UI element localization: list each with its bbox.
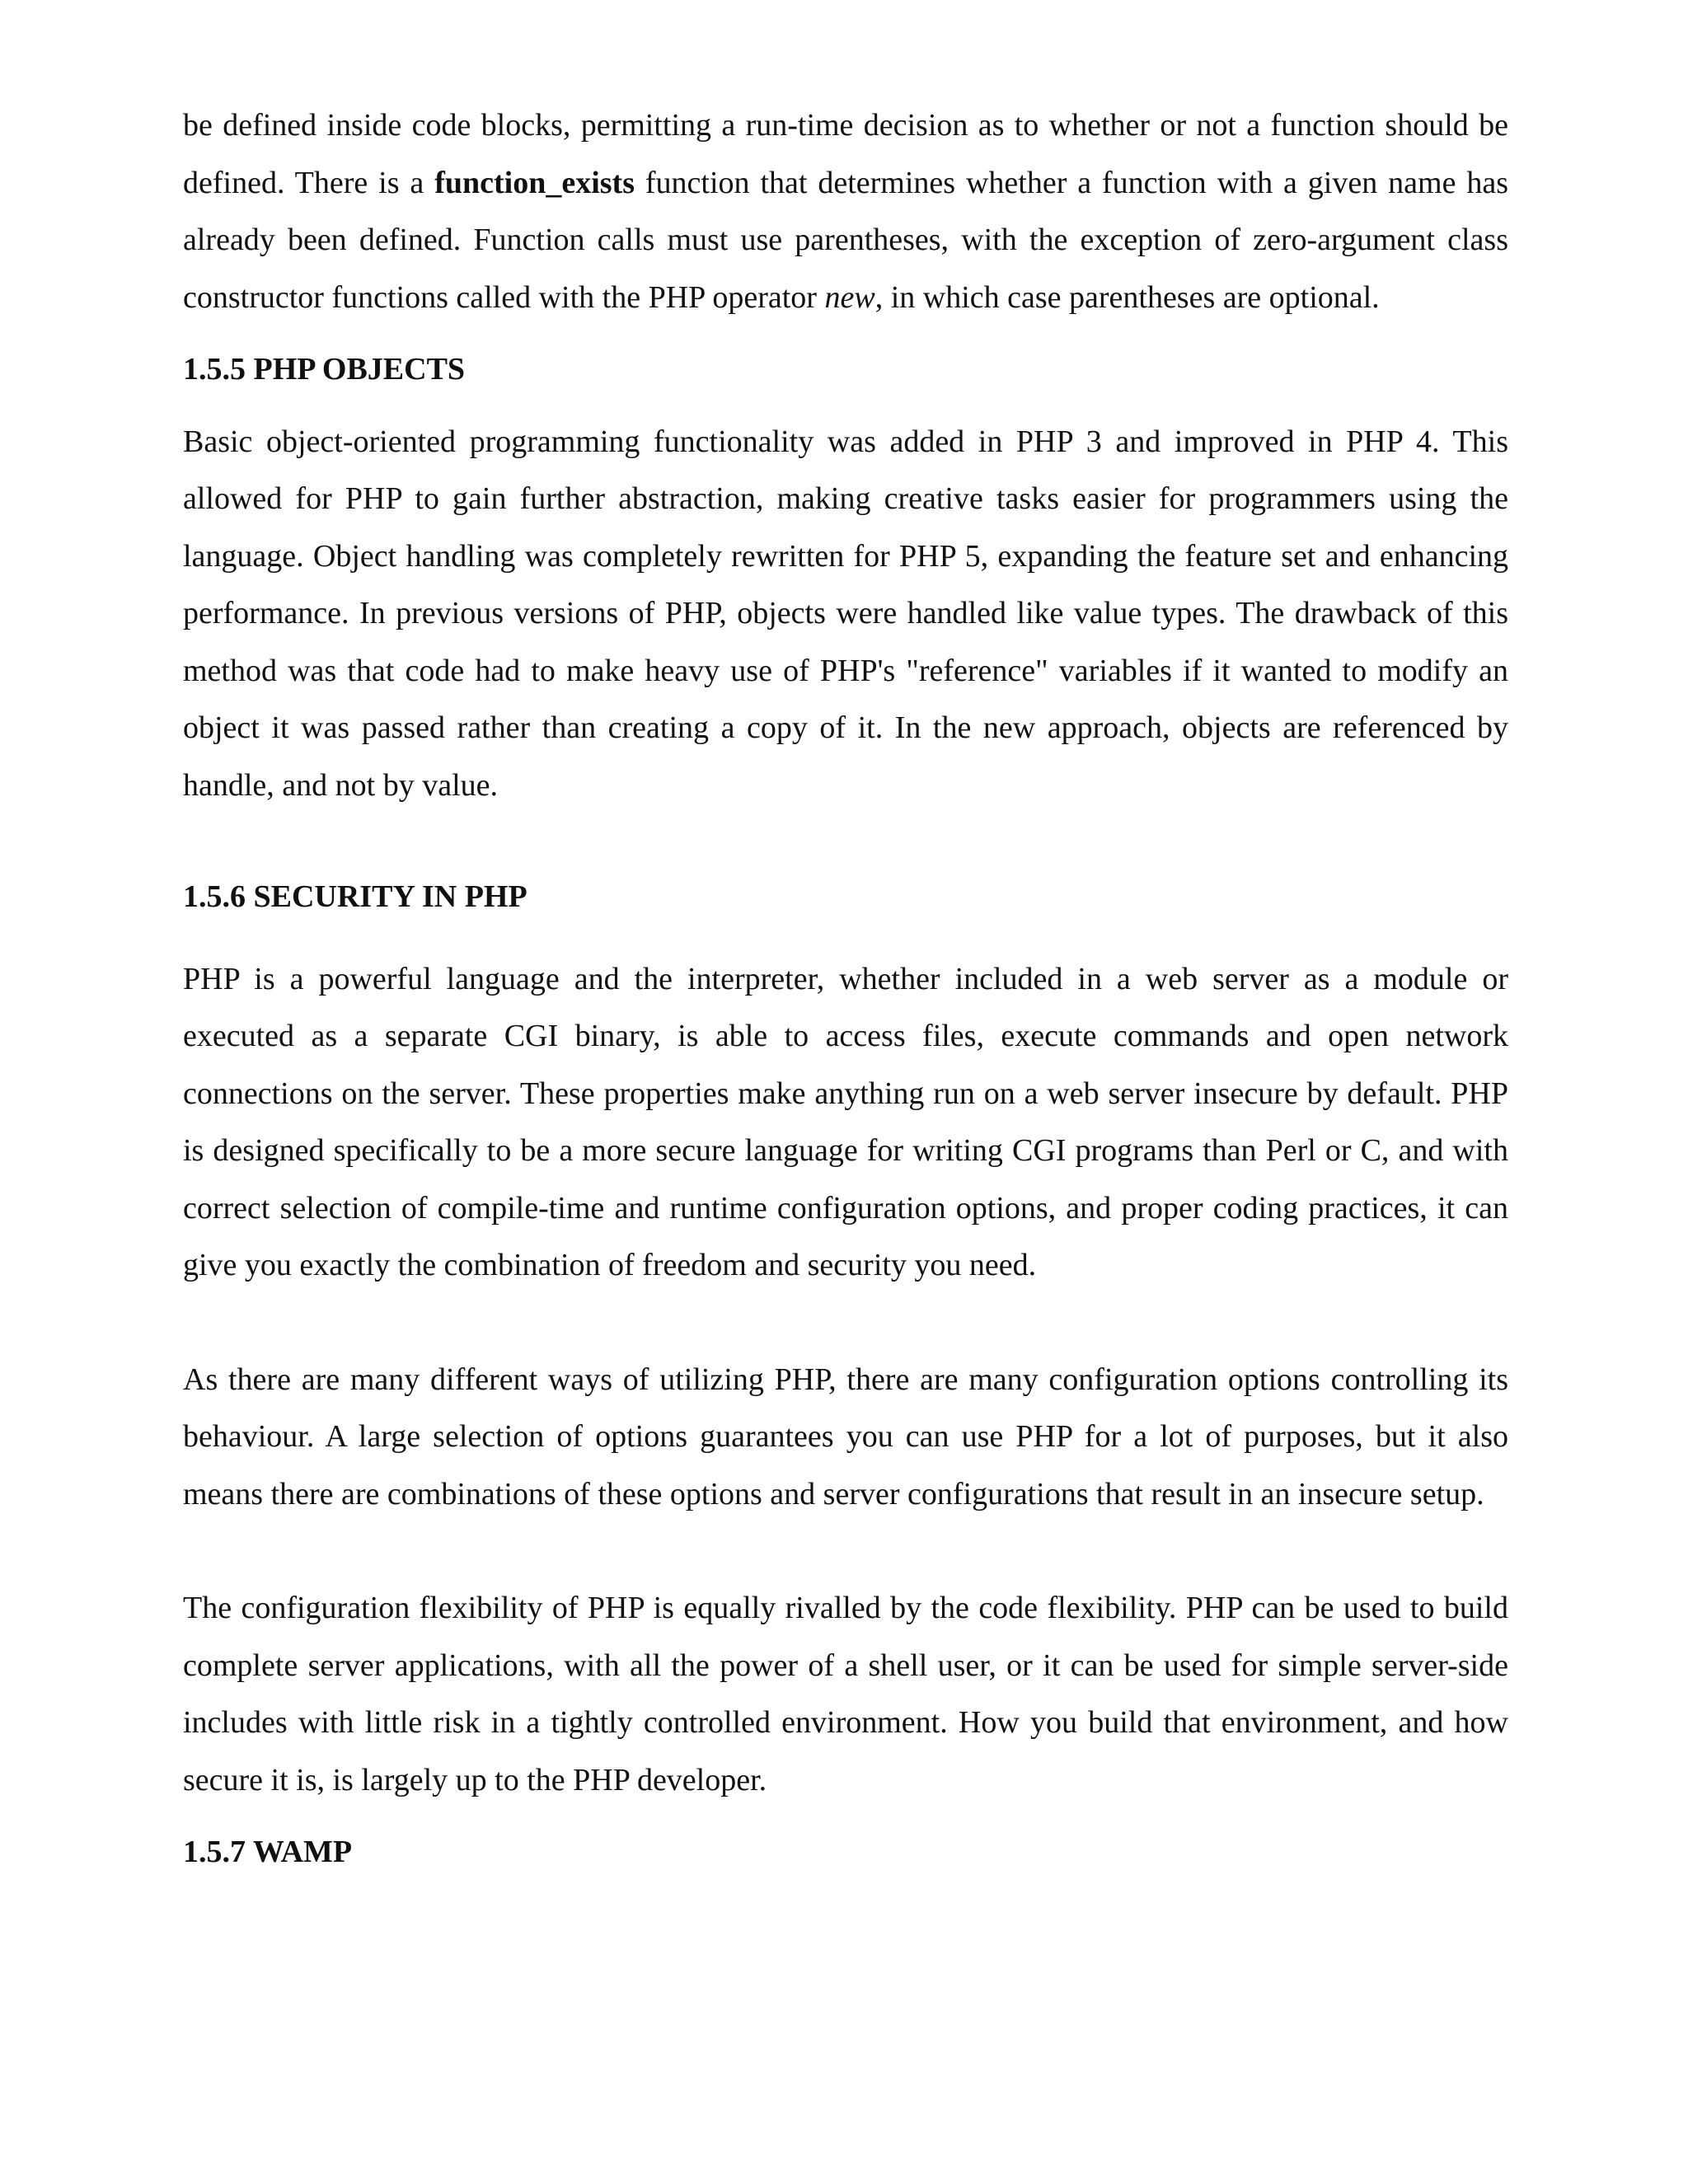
bold-term-function-exists: function_exists [434,165,635,200]
paragraph-security-3: The configuration flexibility of PHP is equally rivalled by the code flexibility. PHP can be used to build complete server applications, with all the power of a shell user, or it can be used for simple server-side includes with little risk in a tightly controlled environment. How you build that environment, and how secure it is, is largely up to the PHP developer. [183,1591,1508,1797]
italic-term-new: new [824,279,875,315]
text-fragment: , in which case parentheses are optional. [874,279,1380,315]
document-page [183,97,1508,1882]
section-heading-security: 1.5.6 SECURITY IN PHP [183,879,528,914]
text-fragment: be defined inside code blocks, permitting a run-time decision as to whether or not a function should be defined. There is a [183,108,1508,200]
paragraph-security-1: PHP is a powerful language and the interpreter, whether included in a web server as a module or executed as a separate CGI binary, is able to access files, execute commands and open network connections on the server. These properties make anything run on a web server insecure by default. PHP is designed specifically to be a more secure language for writing CGI programs than Perl or C, and with correct selection of compile-time and runtime configuration options, and proper coding practices, it can give you exactly the combination of freedom and security you need. [183,961,1508,1282]
section-heading-wamp: 1.5.7 WAMP [183,1835,353,1869]
paragraph-security-2: As there are many different ways of utilizing PHP, there are many configuration options controlling its behaviour. A large selection of options guarantees you can use PHP for a lot of purposes, but it also means there are combinations of these options and server configurations that result in an insecure setup. [183,1361,1508,1511]
paragraph-intro-continued [183,97,1508,326]
text-fragment: function that determines whether a function with a given name has already been defined. Function calls must use parentheses, with the exception of zero-argument class constructor functions called with the PHP operator [183,165,1508,315]
paragraph-php-objects: Basic object-oriented programming functionality was added in PHP 3 and improved in PHP 4. This allowed for PHP to gain further abstraction, making creative tasks easier for programmers using the language. Object handling was completely rewritten for PHP 5, expanding the feature set and enhancing performance. In previous versions of PHP, objects were handled like value types. The drawback of this method was that code had to make heavy use of PHP's "reference" variables if it wanted to modify an object it was passed rather than creating a copy of it. In the new approach, objects are referenced by handle, and not by value. [183,424,1508,803]
section-heading-php-objects: 1.5.5 PHP OBJECTS [183,352,466,387]
